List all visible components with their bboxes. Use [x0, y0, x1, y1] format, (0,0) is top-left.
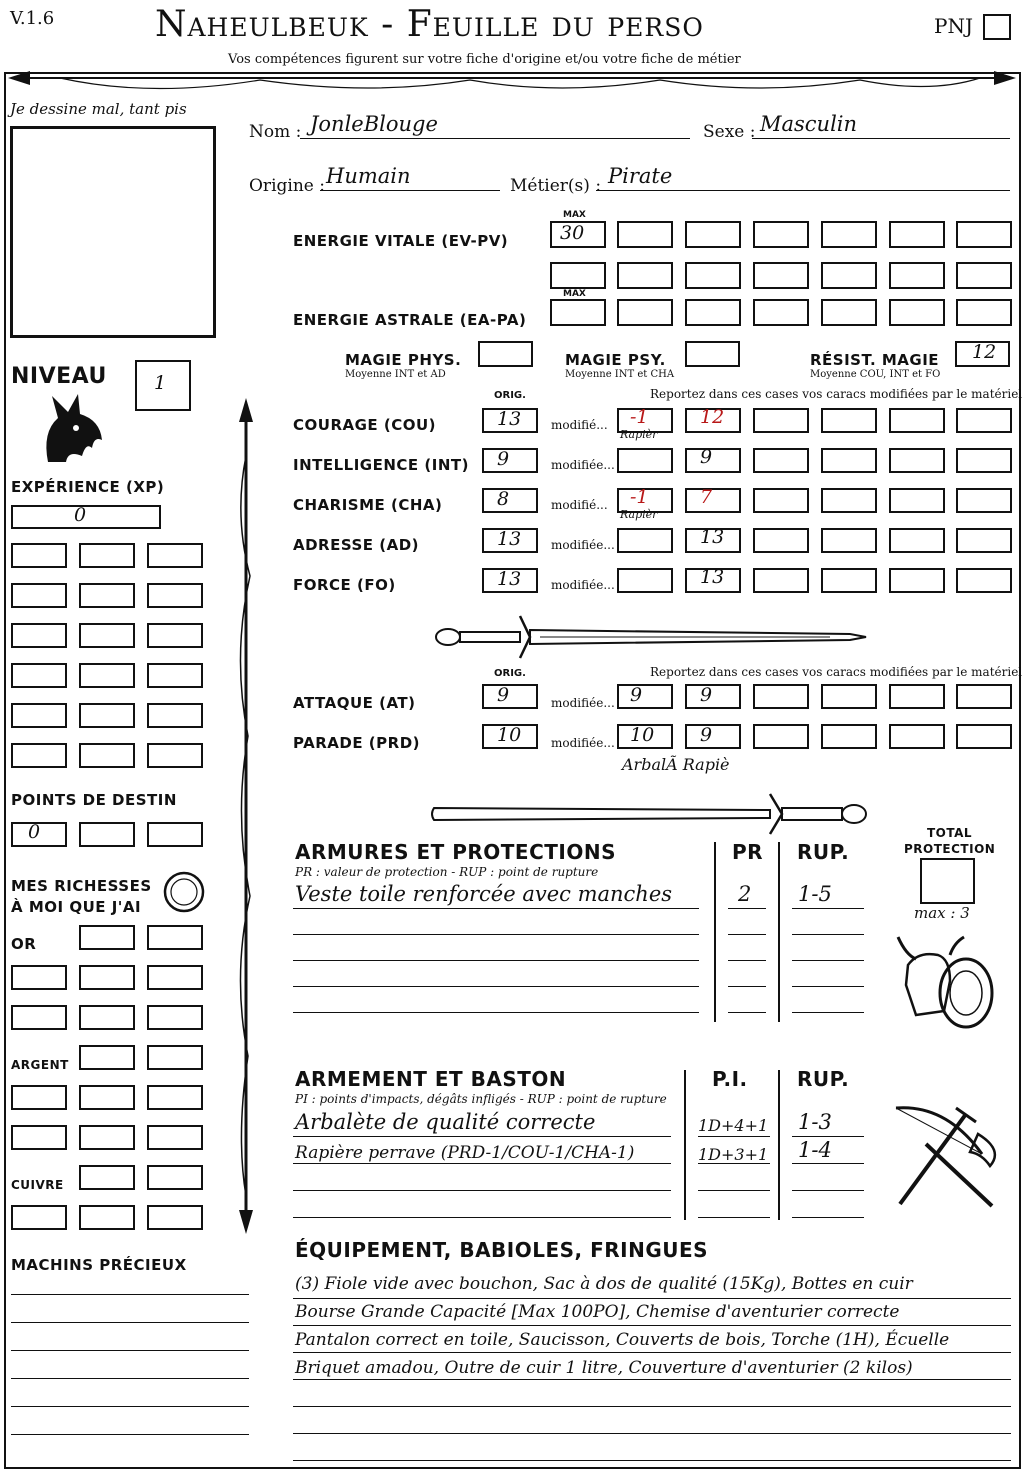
- precieux-line[interactable]: [11, 1364, 249, 1379]
- sword-icon: [430, 612, 870, 662]
- armement-title: ARMEMENT ET BASTON: [295, 1067, 567, 1091]
- xp-box[interactable]: [79, 543, 135, 568]
- richesses-label-1: MES RICHESSES: [11, 877, 152, 895]
- money-box[interactable]: [79, 1165, 135, 1190]
- precieux-line[interactable]: [11, 1308, 249, 1323]
- arme-2-pi: 1D+3+1: [698, 1145, 769, 1164]
- armure-name-line[interactable]: [293, 886, 699, 909]
- caracs-orig-label: ORIG.: [494, 390, 526, 401]
- sexe-value: Masculin: [760, 112, 858, 136]
- armure-pr-line[interactable]: [728, 990, 766, 1013]
- arme-rup-line[interactable]: [792, 1197, 864, 1218]
- equipement-line[interactable]: [293, 1334, 1011, 1353]
- equipement-line[interactable]: [293, 1361, 1011, 1380]
- armement-rup-label: RUP.: [797, 1067, 850, 1091]
- cha-orig-value: 8: [497, 488, 510, 510]
- ev-max-value: 30: [560, 222, 585, 244]
- ev-box[interactable]: [753, 221, 809, 248]
- magie-phys-note: Moyenne INT et AD: [345, 369, 446, 380]
- pnj-label: PNJ: [934, 14, 973, 38]
- origine-value: Humain: [326, 164, 411, 188]
- arme-1-pi: 1D+4+1: [698, 1116, 769, 1135]
- ad-mod-box[interactable]: [617, 528, 673, 553]
- ea-max-label: MAX: [563, 289, 586, 299]
- magie-psy-box[interactable]: [685, 341, 740, 367]
- ad-orig-value: 13: [497, 528, 522, 550]
- ad-label: ADRESSE (AD): [293, 536, 420, 554]
- armement-divider-2: [778, 1070, 780, 1220]
- niveau-value: 1: [154, 372, 167, 394]
- cha-extra-box[interactable]: [753, 488, 809, 513]
- fo-extra-box[interactable]: [889, 568, 945, 593]
- ad-final-value: 13: [700, 526, 725, 548]
- equipement-line[interactable]: [293, 1415, 1011, 1434]
- ea-box[interactable]: [617, 299, 673, 326]
- xp-box[interactable]: [147, 543, 203, 568]
- prd-extra-box[interactable]: [821, 724, 877, 749]
- pnj-checkbox[interactable]: [983, 14, 1011, 40]
- money-box[interactable]: [11, 1205, 67, 1230]
- cha-final-box[interactable]: [685, 488, 741, 513]
- ea-box[interactable]: [685, 299, 741, 326]
- arme-name-line[interactable]: [293, 1197, 671, 1218]
- armure-name-line[interactable]: [293, 912, 699, 935]
- arme-pi-line[interactable]: [698, 1143, 770, 1164]
- precieux-line[interactable]: [11, 1280, 249, 1295]
- money-box[interactable]: [147, 1005, 203, 1030]
- prd-extra-box[interactable]: [889, 724, 945, 749]
- arme-pi-line[interactable]: [698, 1116, 770, 1137]
- ev-box[interactable]: [821, 262, 877, 289]
- ad-extra-box[interactable]: [889, 528, 945, 553]
- arme-name-line[interactable]: [293, 1143, 671, 1164]
- xp-box[interactable]: [79, 663, 135, 688]
- xp-box[interactable]: [147, 583, 203, 608]
- armures-title: ARMURES ET PROTECTIONS: [295, 840, 616, 864]
- prd-final-box[interactable]: [685, 724, 741, 749]
- fo-extra-box[interactable]: [956, 568, 1012, 593]
- ev-box[interactable]: [753, 262, 809, 289]
- weapons-icon: [886, 1094, 1006, 1214]
- armure-pr-line[interactable]: [728, 938, 766, 961]
- or-label: OR: [11, 935, 37, 953]
- money-box[interactable]: [147, 1205, 203, 1230]
- courage-mod-note: Rapièr: [620, 428, 658, 441]
- cha-mod-note: Rapièr: [620, 508, 658, 521]
- ev-box[interactable]: [617, 262, 673, 289]
- money-box[interactable]: [11, 1085, 67, 1110]
- armure-rup-line[interactable]: [792, 990, 864, 1013]
- armure-rup-line[interactable]: [792, 912, 864, 935]
- precieux-line[interactable]: [11, 1420, 249, 1435]
- xp-box[interactable]: [11, 663, 67, 688]
- cha-final-value: 7: [700, 486, 713, 508]
- ev-box[interactable]: [550, 262, 606, 289]
- total-protection-box[interactable]: [920, 858, 975, 904]
- resist-magie-value: 12: [972, 341, 997, 363]
- sheet-title: Naheulbeuk - Feuille du perso: [155, 4, 704, 45]
- at-modif-label: modifiée...: [551, 696, 615, 710]
- cha-label: CHARISME (CHA): [293, 496, 443, 514]
- xp-box[interactable]: [11, 743, 67, 768]
- magie-phys-box[interactable]: [478, 341, 533, 367]
- courage-extra-box[interactable]: [821, 408, 877, 433]
- money-box[interactable]: [79, 1005, 135, 1030]
- money-box[interactable]: [147, 1125, 203, 1150]
- prd-extra-box[interactable]: [956, 724, 1012, 749]
- equipement-title: ÉQUIPEMENT, BABIOLES, FRINGUES: [295, 1238, 709, 1262]
- prd-label: PARADE (PRD): [293, 734, 421, 752]
- int-mod-box[interactable]: [617, 448, 673, 473]
- equipement-line[interactable]: [293, 1307, 1011, 1326]
- niveau-label: NIVEAU: [11, 364, 107, 389]
- ea-box[interactable]: [753, 299, 809, 326]
- prd-final-value: 9: [700, 724, 713, 746]
- armement-pi-label: P.I.: [712, 1067, 748, 1091]
- int-orig-box[interactable]: [482, 448, 538, 473]
- equipement-line-4: Briquet amadou, Outre de cuir 1 litre, Couverture d'aventurier (2 kilos): [295, 1358, 913, 1378]
- armure-1-name: Veste toile renforcée avec manches: [295, 882, 673, 906]
- equipement-line[interactable]: [293, 1442, 1011, 1461]
- at-orig-value: 9: [497, 684, 510, 706]
- fo-mod-box[interactable]: [617, 568, 673, 593]
- int-extra-box[interactable]: [956, 448, 1012, 473]
- equipement-line[interactable]: [293, 1388, 1011, 1407]
- armures-rup-label: RUP.: [797, 840, 850, 864]
- max-protection-note: max : 3: [914, 904, 970, 922]
- xp-box[interactable]: [79, 703, 135, 728]
- armures-note: PR : valeur de protection - RUP : point de rupture: [295, 865, 599, 879]
- cuivre-label: CUIVRE: [11, 1178, 64, 1192]
- arme-1-rup: 1-3: [798, 1110, 832, 1134]
- int-extra-box[interactable]: [821, 448, 877, 473]
- armure-rup-line[interactable]: [792, 938, 864, 961]
- equipement-line-2: Bourse Grande Capacité [Max 100PO], Chemise d'aventurier correcte: [295, 1302, 900, 1322]
- cha-extra-box[interactable]: [889, 488, 945, 513]
- helmet-shield-icon: [888, 925, 1000, 1033]
- ev-box[interactable]: [685, 221, 741, 248]
- magie-phys-label: MAGIE PHYS.: [345, 351, 462, 369]
- arme-name-line[interactable]: [293, 1170, 671, 1191]
- nom-value: JonleBlouge: [310, 112, 438, 136]
- int-orig-value: 9: [497, 448, 510, 470]
- precieux-line[interactable]: [11, 1336, 249, 1351]
- sexe-label: Sexe :: [703, 122, 756, 142]
- combat-orig-label: ORIG.: [494, 668, 526, 679]
- ev-box[interactable]: [889, 221, 945, 248]
- money-box[interactable]: [147, 925, 203, 950]
- prd-mod-value: 10: [630, 724, 655, 746]
- armement-divider-1: [684, 1070, 686, 1220]
- armure-name-line[interactable]: [293, 938, 699, 961]
- fo-modif-label: modifiée...: [551, 578, 615, 592]
- arme-1-name: Arbalète de qualité correcte: [295, 1110, 596, 1134]
- magie-psy-note: Moyenne INT et CHA: [565, 369, 675, 380]
- armure-name-line[interactable]: [293, 964, 699, 987]
- armures-divider-2: [778, 842, 780, 1022]
- armure-pr-line[interactable]: [728, 886, 766, 909]
- xp-label: EXPÉRIENCE (XP): [11, 478, 165, 496]
- destin-value: 0: [28, 821, 41, 843]
- ad-extra-box[interactable]: [956, 528, 1012, 553]
- xp-box[interactable]: [11, 703, 67, 728]
- int-extra-box[interactable]: [889, 448, 945, 473]
- ea-box[interactable]: [956, 299, 1012, 326]
- courage-orig-value: 13: [497, 408, 522, 430]
- int-label: INTELLIGENCE (INT): [293, 456, 469, 474]
- fo-label: FORCE (FO): [293, 576, 396, 594]
- ev-box[interactable]: [889, 262, 945, 289]
- ad-extra-box[interactable]: [753, 528, 809, 553]
- destin-box-3[interactable]: [147, 822, 203, 847]
- nom-label: Nom :: [249, 122, 302, 142]
- ev-label: ENERGIE VITALE (EV-PV): [293, 232, 509, 250]
- money-box[interactable]: [147, 1085, 203, 1110]
- xp-box[interactable]: [11, 543, 67, 568]
- at-extra-box[interactable]: [753, 684, 809, 709]
- arme-2-name: Rapière perrave (PRD-1/COU-1/CHA-1): [295, 1143, 635, 1163]
- richesses-label-2: À MOI QUE J'AI: [11, 898, 142, 916]
- equipement-line-3: Pantalon correct en toile, Saucisson, Couverts de bois, Torche (1H), Écuelle: [295, 1330, 950, 1350]
- armure-rup-line[interactable]: [792, 964, 864, 987]
- at-orig-box[interactable]: [482, 684, 538, 709]
- destin-box-2[interactable]: [79, 822, 135, 847]
- prd-modif-label: modifiée...: [551, 736, 615, 750]
- xp-box[interactable]: [79, 583, 135, 608]
- money-box[interactable]: [79, 1085, 135, 1110]
- xp-box[interactable]: [147, 743, 203, 768]
- at-final-value: 9: [700, 684, 713, 706]
- courage-modif-label: modifié...: [551, 418, 608, 432]
- money-box[interactable]: [79, 1125, 135, 1150]
- courage-extra-box[interactable]: [956, 408, 1012, 433]
- fo-extra-box[interactable]: [821, 568, 877, 593]
- at-final-box[interactable]: [685, 684, 741, 709]
- ad-modif-label: modifiée...: [551, 538, 615, 552]
- arme-pi-line[interactable]: [698, 1197, 770, 1218]
- int-final-box[interactable]: [685, 448, 741, 473]
- arme-rup-line[interactable]: [792, 1143, 864, 1164]
- ea-max-box[interactable]: [550, 299, 606, 326]
- money-box[interactable]: [11, 1005, 67, 1030]
- at-label: ATTAQUE (AT): [293, 694, 416, 712]
- ev-max-label: MAX: [563, 210, 586, 220]
- precieux-line[interactable]: [11, 1392, 249, 1407]
- xp-value: 0: [74, 504, 87, 526]
- fo-final-value: 13: [700, 566, 725, 588]
- at-extra-box[interactable]: [956, 684, 1012, 709]
- ev-box[interactable]: [956, 262, 1012, 289]
- xp-box[interactable]: [79, 743, 135, 768]
- ev-box[interactable]: [617, 221, 673, 248]
- cha-extra-box[interactable]: [956, 488, 1012, 513]
- destin-label: POINTS DE DESTIN: [11, 791, 177, 809]
- ev-box[interactable]: [685, 262, 741, 289]
- money-box[interactable]: [147, 965, 203, 990]
- total-protection-label-1: TOTAL: [927, 826, 973, 840]
- armure-name-line[interactable]: [293, 990, 699, 1013]
- resist-magie-note: Moyenne COU, INT et FO: [810, 369, 941, 380]
- magie-psy-label: MAGIE PSY.: [565, 351, 666, 369]
- courage-label: COURAGE (COU): [293, 416, 437, 434]
- courage-final-value: 12: [700, 406, 725, 428]
- prd-orig-value: 10: [497, 724, 522, 746]
- money-box[interactable]: [79, 1045, 135, 1070]
- xp-box[interactable]: [11, 583, 67, 608]
- arme-rup-line[interactable]: [792, 1116, 864, 1137]
- armures-divider-1: [714, 842, 716, 1022]
- money-box[interactable]: [79, 965, 135, 990]
- sheet-subtitle: Vos compétences figurent sur votre fiche d'origine et/ou votre fiche de métier: [228, 52, 741, 67]
- origine-label: Origine :: [249, 176, 325, 196]
- ea-label: ENERGIE ASTRALE (EA-PA): [293, 311, 527, 329]
- armement-note: PI : points d'impacts, dégâts infligés - RUP : point de rupture: [295, 1092, 667, 1106]
- fo-extra-box[interactable]: [753, 568, 809, 593]
- arme-pi-line[interactable]: [698, 1170, 770, 1191]
- courage-mod-value: -1: [630, 406, 649, 428]
- money-box[interactable]: [11, 965, 67, 990]
- version-label: V.1.6: [10, 8, 55, 29]
- xp-box[interactable]: [147, 623, 203, 648]
- coin-icon: [162, 870, 206, 914]
- money-box[interactable]: [147, 1045, 203, 1070]
- precieux-label: MACHINS PRÉCIEUX: [11, 1256, 187, 1274]
- armure-rup-line[interactable]: [792, 886, 864, 909]
- combat-weapon-note: ArbalÃ Rapiè: [622, 755, 730, 774]
- arme-rup-line[interactable]: [792, 1170, 864, 1191]
- at-mod-box[interactable]: [617, 684, 673, 709]
- courage-extra-box[interactable]: [753, 408, 809, 433]
- caracs-report-note: Reportez dans ces cases vos caracs modifiées par le matériel: [650, 387, 1023, 401]
- spear-icon: [226, 396, 266, 1236]
- armure-1-rup: 1-5: [798, 882, 832, 906]
- argent-label: ARGENT: [11, 1058, 69, 1072]
- cha-modif-label: modifié...: [551, 498, 608, 512]
- combat-report-note: Reportez dans ces cases vos caracs modifiées par le matériel: [650, 665, 1023, 679]
- at-mod-value: 9: [630, 684, 643, 706]
- arme-2-rup: 1-4: [798, 1138, 832, 1162]
- armure-1-pr: 2: [738, 882, 752, 906]
- cha-mod-value: -1: [630, 486, 649, 508]
- ev-box[interactable]: [956, 221, 1012, 248]
- dragon-icon: [38, 392, 106, 464]
- total-protection-label-2: PROTECTION: [904, 842, 996, 856]
- cha-orig-box[interactable]: [482, 488, 538, 513]
- money-box[interactable]: [79, 925, 135, 950]
- money-box[interactable]: [79, 1205, 135, 1230]
- int-extra-box[interactable]: [753, 448, 809, 473]
- ev-box[interactable]: [821, 221, 877, 248]
- ea-box[interactable]: [821, 299, 877, 326]
- money-box[interactable]: [11, 1125, 67, 1150]
- metier-label: Métier(s) :: [510, 176, 602, 196]
- xp-box[interactable]: [11, 623, 67, 648]
- armures-pr-label: PR: [732, 840, 764, 864]
- int-final-value: 9: [700, 446, 713, 468]
- ad-extra-box[interactable]: [821, 528, 877, 553]
- xp-box[interactable]: [147, 703, 203, 728]
- portrait-caption: Je dessine mal, tant pis: [10, 100, 187, 118]
- money-box[interactable]: [147, 1165, 203, 1190]
- equipement-line[interactable]: [293, 1280, 1011, 1299]
- armure-pr-line[interactable]: [728, 912, 766, 935]
- fo-orig-value: 13: [497, 568, 522, 590]
- prd-extra-box[interactable]: [753, 724, 809, 749]
- xp-box[interactable]: [147, 663, 203, 688]
- cha-extra-box[interactable]: [821, 488, 877, 513]
- armure-pr-line[interactable]: [728, 964, 766, 987]
- courage-extra-box[interactable]: [889, 408, 945, 433]
- arme-name-line[interactable]: [293, 1116, 671, 1137]
- at-extra-box[interactable]: [889, 684, 945, 709]
- portrait-box[interactable]: [10, 126, 216, 338]
- int-modif-label: modifiée...: [551, 458, 615, 472]
- at-extra-box[interactable]: [821, 684, 877, 709]
- resist-magie-label: RÉSIST. MAGIE: [810, 351, 940, 369]
- ea-box[interactable]: [889, 299, 945, 326]
- metier-value: Pirate: [608, 164, 673, 188]
- equipement-line-1: (3) Fiole vide avec bouchon, Sac à dos de qualité (15Kg), Bottes en cuir: [295, 1274, 913, 1294]
- sword-icon-2: [430, 790, 870, 836]
- xp-box[interactable]: [79, 623, 135, 648]
